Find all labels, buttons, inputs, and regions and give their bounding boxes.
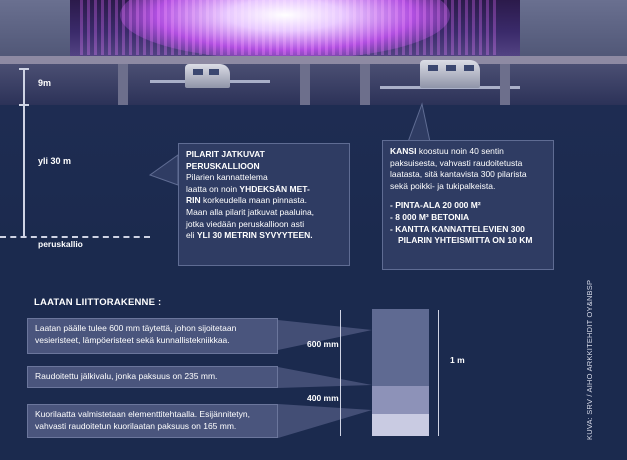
pillars-line: korkeudella maan pinnasta.	[203, 195, 307, 206]
bedrock-label: peruskallio	[38, 239, 83, 249]
bedrock-line	[0, 236, 150, 238]
pillars-line: Maan alla pilarit jatkuvat paaluina,	[186, 206, 315, 217]
dim-400-label: 400 mm	[307, 393, 339, 403]
pillar	[360, 64, 370, 105]
layer-topping-description: Raudoitettu jälkivalu, jonka paksuus on 235 mm.	[27, 366, 278, 388]
pillars-line: eli	[186, 230, 195, 241]
deck-fact: - KANTTA KANNATTELEVIEN 300	[390, 223, 525, 234]
deck-fact: - PINTA-ALA 20 000 M²	[390, 200, 481, 211]
deck-fact: - 8 000 M³ BETONIA	[390, 211, 470, 222]
pillar	[500, 64, 510, 105]
pillars-line: jotka viedään peruskallioon asti	[186, 218, 305, 229]
pillars-callout	[178, 143, 350, 266]
pillars-highlight: RIN	[186, 195, 201, 206]
deck-line: laatasta, sitä kantavista 300 pilarista	[390, 169, 527, 180]
dimension-line	[438, 310, 439, 436]
slab-section-title: LAATAN LIITTORAKENNE :	[34, 297, 162, 308]
depth-scale-bar	[23, 68, 25, 238]
pillars-highlight: YHDEKSÄN MET-	[239, 183, 310, 194]
pillar	[118, 64, 128, 105]
deck-line: sekä poikki- ja tukipalkeista.	[390, 180, 496, 191]
arena-seating	[80, 0, 500, 55]
dim-1m-label: 1 m	[450, 355, 465, 365]
depth-tick	[19, 104, 29, 106]
deck-line: paksuisesta, vahvasti raudoitetusta	[390, 157, 523, 168]
rail-yard	[0, 64, 627, 105]
slab-layer-column	[372, 309, 429, 436]
layer-shell-description: Kuorilaatta valmistetaan elementtitehtaalla. Esijännitetyn, vahvasti raudoitetun kuorilaatan paksuus on 165 mm.	[27, 404, 278, 438]
deck-lead-text: koostuu noin 40 sentin	[418, 146, 504, 156]
depth-tick	[19, 68, 29, 70]
pillars-line: laatta on noin	[186, 183, 238, 194]
callout-pointer	[400, 104, 440, 144]
layer-topping	[372, 386, 429, 414]
pillars-title-2: PERUSKALLIOON	[186, 160, 260, 171]
callout-pointer	[150, 150, 180, 190]
depth-9m-label: 9m	[38, 78, 52, 88]
dim-600-label: 600 mm	[307, 339, 339, 349]
layer-fill	[372, 309, 429, 386]
pillars-title-1: PILARIT JATKUVAT	[186, 149, 265, 159]
photo-credit: KUVA: SRV / AIHO ARKKITEHDIT OY&NBSP	[585, 279, 594, 440]
dimension-line	[340, 310, 341, 436]
arena-illustration	[0, 0, 627, 105]
pillars-line: Pilarien kannattelema	[186, 172, 268, 183]
layer-fill-description: Laatan päälle tulee 600 mm täytettä, johon sijoitetaan vesieristeet, lämpöeristeet sekä kunnallistekniikkaa.	[27, 318, 278, 354]
deck-fact: PILARIN YHTEISMITTA ON 10 KM	[398, 235, 533, 246]
deck-callout	[382, 140, 554, 270]
pillar	[300, 64, 310, 105]
train-right	[420, 60, 480, 88]
depth-30m-label: yli 30 m	[38, 156, 72, 166]
pillars-highlight: YLI 30 METRIN SYVYYTEEN.	[196, 230, 313, 241]
train-left	[185, 64, 230, 88]
deck-lead: KANSI	[390, 146, 417, 156]
layer-shell	[372, 414, 429, 436]
deck-slab	[0, 56, 627, 64]
